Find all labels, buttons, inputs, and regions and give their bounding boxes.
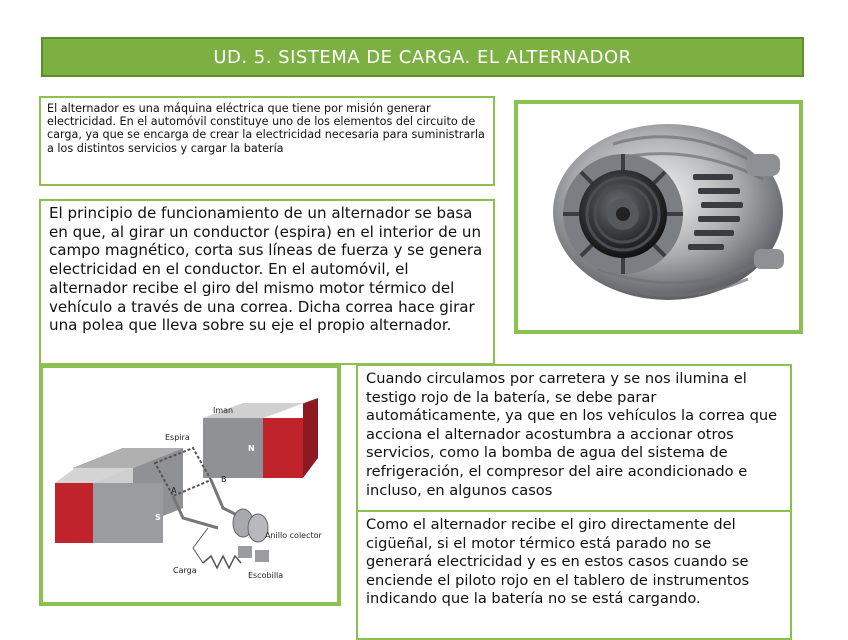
page-title: UD. 5. SISTEMA DE CARGA. EL ALTERNADOR	[41, 37, 804, 77]
magnet-south	[55, 448, 183, 543]
label-escobilla: Escobilla	[248, 571, 284, 580]
label-n: N	[248, 444, 255, 453]
label-iman: Iman	[213, 406, 234, 415]
label-b: B	[221, 475, 227, 484]
road-warning-text-box: Cuando circulamos por carretera y se nos ilumina el testigo rojo de la batería, se debe parar automáticamente, ya que en los vehículos la correa que acciona el alternador acostumbra a accionar otros servicios, como la bomba de agua del sistema de refrigeración, el compresor del aire acondicionado e incluso, en algunos casos	[356, 364, 792, 514]
alternator-principle-diagram	[39, 364, 341, 606]
label-carga: Carga	[173, 566, 197, 575]
crankshaft-text-box: Como el alternador recibe el giro directamente del cigüeñal, si el motor térmico está parado no se generará electricidad y es en estos casos cuando se enciende el piloto rojo en el tablero de instrumentos indicando que la batería no se está cargando.	[356, 510, 792, 640]
alternator-photo	[514, 100, 803, 334]
label-espira: Espira	[165, 433, 190, 442]
label-a: A	[171, 486, 177, 495]
principle-text-box: El principio de funcionamiento de un alternador se basa en que, al girar un conductor (espira) en el interior de un campo magnético, corta sus líneas de fuerza y se genera electricidad en el conductor. En el automóvil, el alternador recibe el giro del mismo motor térmico del vehículo a través de una correa. Dicha correa hace girar una polea que lleva sobre su eje el propio alternador.	[39, 199, 495, 365]
label-s: S	[155, 513, 161, 522]
label-anillo-colector: Anillo colector	[265, 531, 322, 540]
intro-text-box: El alternador es una máquina eléctrica que tiene por misión generar electricidad. En el automóvil constituye uno de los elementos del circuito de carga, ya que se encarga de crear la electricidad necesaria para suministrarla a los distintos servicios y cargar la batería	[39, 96, 495, 186]
